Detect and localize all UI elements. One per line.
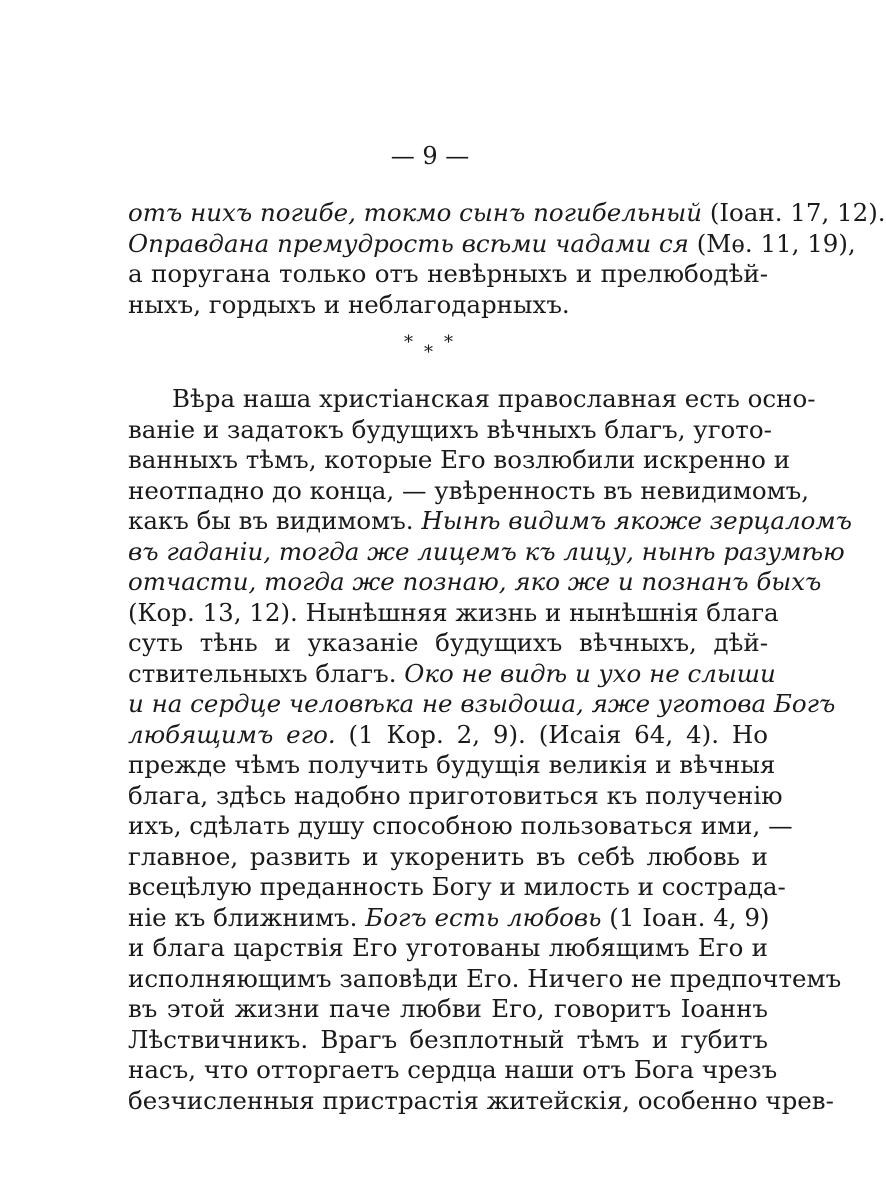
text-segment: а поругана только отъ невѣрныхъ и прелюбодѣй- [128,259,768,288]
asterisk-left: * [404,332,413,353]
text-line [128,597,779,629]
text-line [128,536,845,568]
asterisk-middle: * [424,342,433,363]
text-segment: ваніе и задатокъ будущихъ вѣчныхъ благъ, угото- [128,414,772,444]
text-line [128,228,856,260]
paragraph-continuation [128,198,886,320]
text-line [128,872,786,903]
text-line [128,445,791,476]
text-line [128,658,776,690]
text-line [128,198,886,229]
text-line [128,290,768,321]
text-segment: (1 Іоан. 4, 9) [609,902,770,932]
text-line [128,903,768,934]
text-segment: главное, развить и укоренить въ себѣ любовь и [128,841,768,871]
text-segment: какъ бы въ видимомъ. [128,506,422,535]
text-segment: суть тѣнь и указаніе будущихъ вѣчныхъ, дѣй- [128,628,768,657]
text-line [128,933,768,964]
text-segment: (Кор. 13, 12). Нынѣшняя жизнь и нынѣшнія блага [128,597,779,627]
text-segment: Вѣра наша христіанская православная есть осно- [172,384,816,413]
text-line [128,1085,834,1117]
text-line [128,689,836,720]
text-segment: (1 Кор. 2, 9). (Исаія 64, 4). Но [348,719,768,749]
text-segment: ванныхъ тѣмъ, которые Его возлюбили искренно и [128,445,791,474]
text-line [128,414,772,446]
italic-quote-segment: Нынѣ видимъ якоже зерцаломъ [421,506,853,535]
italic-quote-segment: Богъ есть любовь [365,902,610,932]
page-number: — 9 — [390,142,470,170]
italic-quote-segment: Оправдана премудрость всѣми чадами ся [128,228,697,258]
italic-quote-segment: любящимъ его. [128,719,349,749]
asterisk-right: * [444,332,453,353]
text-segment: Лѣствичникъ. Врагъ безплотный тѣмъ и губитъ [128,1024,768,1054]
text-line [128,506,853,537]
text-line [128,384,816,415]
text-line [128,1055,778,1086]
italic-quote-segment: и на сердце человѣка не взыдоша, яже уготова Богъ [128,689,836,718]
text-segment: ныхъ, гордыхъ и неблагодарныхъ. [128,289,570,319]
asterism-separator [0,332,860,364]
text-line [128,475,810,507]
text-line [128,750,776,781]
text-segment: ніе къ ближнимъ. [128,902,366,932]
text-line [128,628,768,659]
text-segment: насъ, что отторгаетъ сердца наши отъ Бога чрезъ [128,1055,778,1084]
text-segment: (Мѳ. 11, 19), [696,228,856,258]
text-segment: въ этой жизни паче любви Его, говоритъ Іоаннъ [128,994,768,1023]
italic-quote-segment: Око не видѣ и ухо не слыши [404,658,776,688]
text-segment: неотпадно до конца, — увѣренность въ невидимомъ, [128,475,810,505]
text-segment: блага, здѣсь надобно приготовиться къ полученію [128,780,783,810]
text-line [128,259,768,290]
text-segment: ихъ, сдѣлать душу способною пользоваться ими, — [128,811,793,840]
text-segment: ствительныхъ благъ. [128,658,405,688]
text-segment: прежде чѣмъ получить будущія великія и вѣчныя [128,750,776,779]
text-line [128,811,793,842]
text-segment: всецѣлую преданность Богу и милость и сострада- [128,872,786,901]
text-segment: безчисленныя пристрастія житейскія, особенно чрев- [128,1085,834,1115]
text-line [128,963,842,995]
text-line [128,842,768,873]
text-segment: и блага царствія Его уготованы любящимъ Его и [128,933,768,962]
text-segment: (Іоан. 17, 12). [709,198,886,227]
text-line [128,567,822,598]
text-segment: исполняющимъ заповѣди Его. Ничего не предпочтемъ [128,963,842,993]
text-line [128,780,783,812]
italic-quote-segment: отчасти, тогда же познаю, яко же и познанъ быхъ [128,567,822,596]
italic-quote-segment: отъ нихъ погибе, токмо сынъ погибельный [128,198,710,227]
italic-quote-segment: въ гаданіи, тогда же лицемъ къ лицу, нынѣ разумѣю [128,536,845,566]
paragraph-faith [128,384,853,1116]
text-line [128,1025,768,1056]
text-line [128,720,768,751]
text-line [128,994,768,1025]
